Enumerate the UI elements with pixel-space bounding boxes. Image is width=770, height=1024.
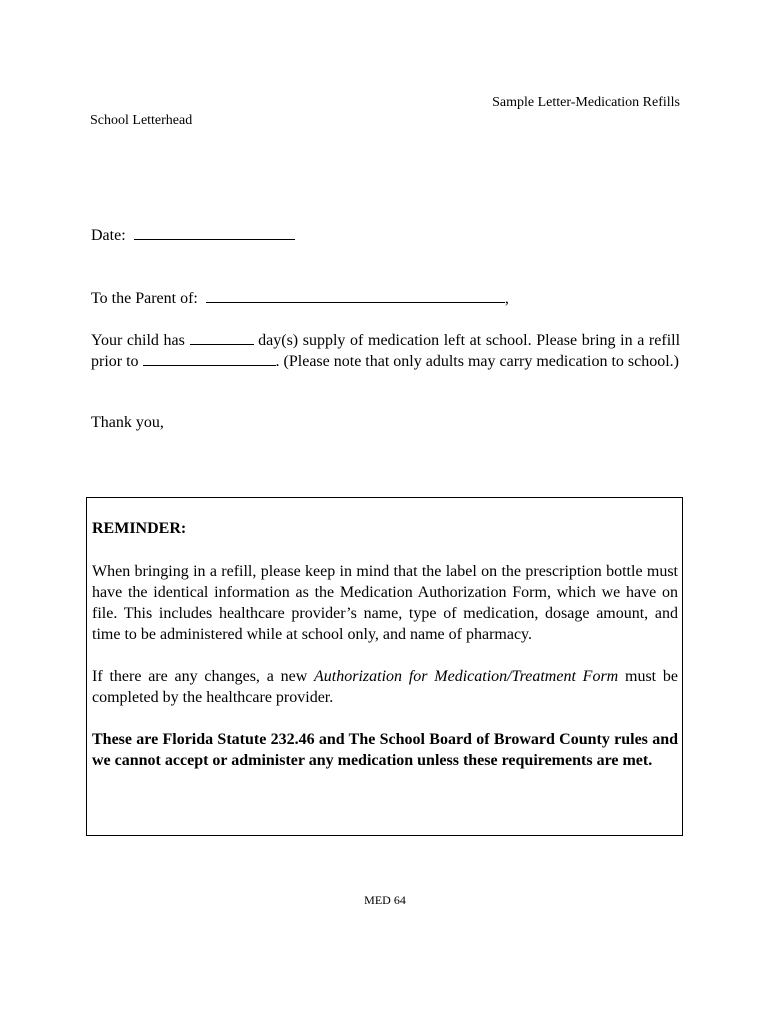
closing: Thank you, xyxy=(91,414,164,431)
refill-date-blank[interactable] xyxy=(143,351,276,366)
body-text-3: . (Please note that only adults may carry medication to school.) xyxy=(275,353,679,370)
date-line xyxy=(91,225,295,245)
form-code: MED 64 xyxy=(364,893,406,907)
date-label: Date: xyxy=(91,227,126,244)
body-text-1: Your child has xyxy=(91,332,185,349)
reminder-paragraph-2 xyxy=(92,666,678,708)
parent-name-blank[interactable] xyxy=(206,288,505,303)
parent-label: To the Parent of: xyxy=(91,290,198,307)
body-text-2: day(s) supply of medication left at school. Please bring in a refill prior to xyxy=(91,332,681,370)
document-title: Sample Letter-Medication Refills xyxy=(492,95,680,110)
reminder-p2-prefix: If there are any changes, a new xyxy=(92,668,308,685)
statute-paragraph: These are Florida Statute 232.46 and The School Board of Broward County rules and we cannot accept or administer any medication unless these requirements are met. xyxy=(92,731,678,769)
parent-comma: , xyxy=(504,290,509,307)
reminder-title: REMINDER: xyxy=(92,520,187,537)
body-paragraph xyxy=(91,330,680,372)
authorization-form-name: Authorization for Medication/Treatment Form xyxy=(314,668,619,685)
reminder-box xyxy=(86,497,683,836)
parent-line xyxy=(91,288,509,308)
school-letterhead: School Letterhead xyxy=(90,113,193,128)
reminder-p2-suffix: must be completed by the healthcare provider. xyxy=(92,668,678,706)
date-blank[interactable] xyxy=(134,225,295,240)
days-supply-blank[interactable] xyxy=(190,330,254,345)
reminder-paragraph-1: When bringing in a refill, please keep in mind that the label on the prescription bottle must have the identical information as the Medication Authorization Form, which we have on file. This includes healthcare provider’s name, type of medication, dosage amount, and time to be administered while at school only, and name of pharmacy. xyxy=(92,563,678,643)
